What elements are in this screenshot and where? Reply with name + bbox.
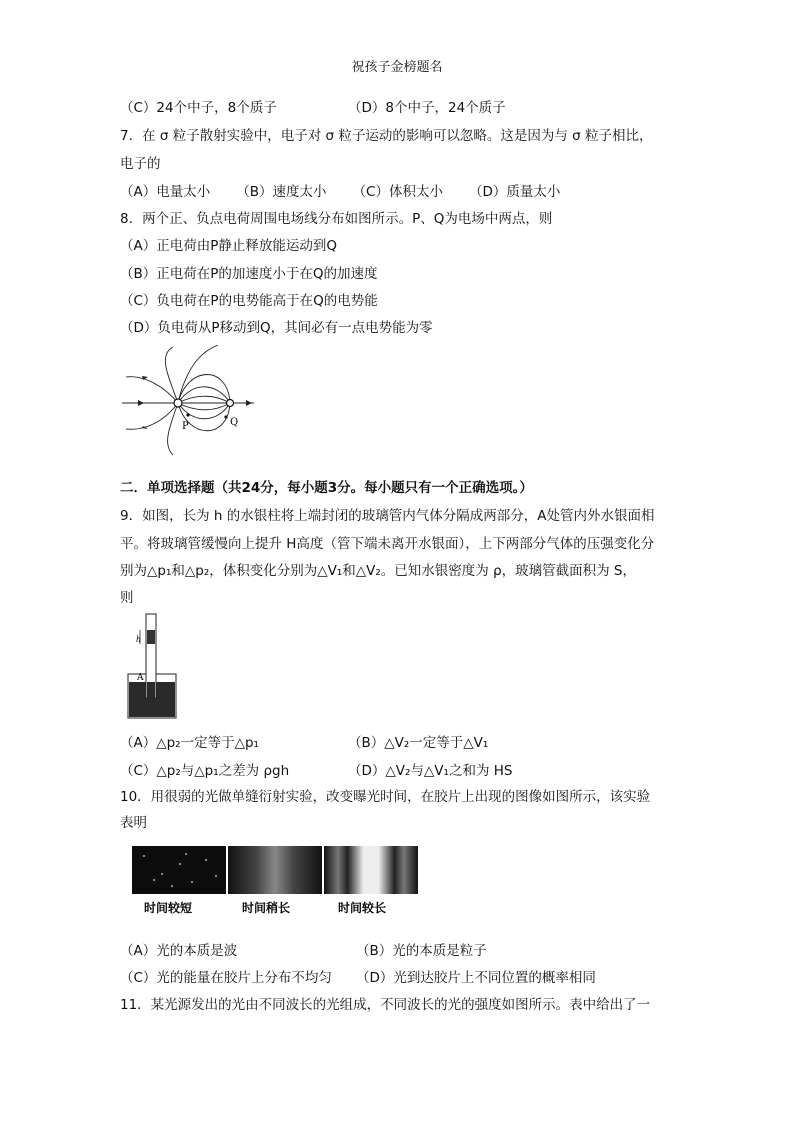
q10-line1: 10．用很弱的光做单缝衍射实验，改变曝光时间，在胶片上出现的图像如图所示，该实验: [120, 789, 651, 805]
q8-option-c: （C）负电荷在P的电势能高于在Q的电势能: [120, 293, 378, 309]
point-q-label: Q: [230, 417, 239, 428]
caption-long: 时间较长: [338, 901, 387, 915]
q7-option-a: （A）电量太小: [120, 184, 211, 200]
q9-line4: 则: [120, 590, 134, 606]
q7-options: [120, 180, 586, 200]
electric-field-diagram: [118, 345, 258, 457]
q10-option-c: （C）光的能量在胶片上分布不均匀: [120, 970, 332, 986]
caption-short: 时间较短: [144, 901, 193, 915]
q9-line1: 9．如图，长为 h 的水银柱将上端封闭的玻璃管内气体分隔成两部分，A处管内外水银面相: [120, 508, 655, 524]
q10-option-d: （D）光到达胶片上不同位置的概率相同: [356, 970, 596, 986]
q9-option-a: （A）△p₂一定等于△p₁: [120, 735, 259, 751]
h-label: h: [136, 635, 142, 644]
q9-option-d: （D）△V₂与△V₁之和为 HS: [348, 763, 513, 779]
a-label: A: [137, 673, 144, 683]
page-header: 祝孩子金榜题名: [351, 60, 443, 75]
q6-option-d: （D）8个中子，24个质子: [348, 100, 506, 116]
point-p-label: P: [182, 421, 189, 432]
q8-option-a: （A）正电荷由P静止释放能运动到Q: [120, 238, 338, 254]
section-2-title: 二．单项选择题（共24分，每小题3分。每小题只有一个正确选项。）: [120, 480, 533, 496]
q7-option-d: （D）质量太小: [468, 184, 561, 200]
q9-line3: 别为△p₁和△p₂，体积变化分别为△V₁和△V₂。已知水银密度为 ρ，玻璃管截面积为 S，: [120, 563, 637, 579]
q8-stem: 8．两个正、负点电荷周围电场线分布如图所示。P、Q为电场中两点，则: [120, 211, 553, 227]
diffraction-film-image: [132, 846, 418, 918]
q10-line2: 表明: [120, 815, 147, 831]
q7-option-c: （C）体积太小: [352, 184, 443, 200]
q7-stem-line1: 7．在 σ 粒子散射实验中，电子对 σ 粒子运动的影响可以忽略。这是因为与 σ 粒子相比，: [120, 128, 653, 144]
caption-medium: 时间稍长: [242, 901, 291, 915]
q7-stem-line2: 电子的: [120, 156, 161, 172]
q10-option-a: （A）光的本质是波: [120, 943, 238, 959]
q10-option-b: （B）光的本质是粒子: [356, 943, 487, 959]
q9-line2: 平。将玻璃管缓慢向上提升 H高度（管下端未离开水银面），上下两部分气体的压强变化分: [120, 536, 655, 552]
q9-option-c: （C）△p₂与△p₁之差为 ρgh: [120, 763, 290, 779]
glass-tube-diagram: [124, 612, 182, 720]
q8-option-b: （B）正电荷在P的加速度小于在Q的加速度: [120, 266, 378, 282]
q11-line1: 11．某光源发出的光由不同波长的光组成，不同波长的光的强度如图所示。表中给出了一: [120, 997, 651, 1013]
q9-option-b: （B）△V₂一定等于△V₁: [348, 735, 489, 751]
q6-option-c: （C）24个中子，8个质子: [120, 100, 277, 116]
q7-option-b: （B）速度太小: [236, 184, 327, 200]
q8-option-d: （D）负电荷从P移动到Q，其间必有一点电势能为零: [120, 320, 433, 336]
